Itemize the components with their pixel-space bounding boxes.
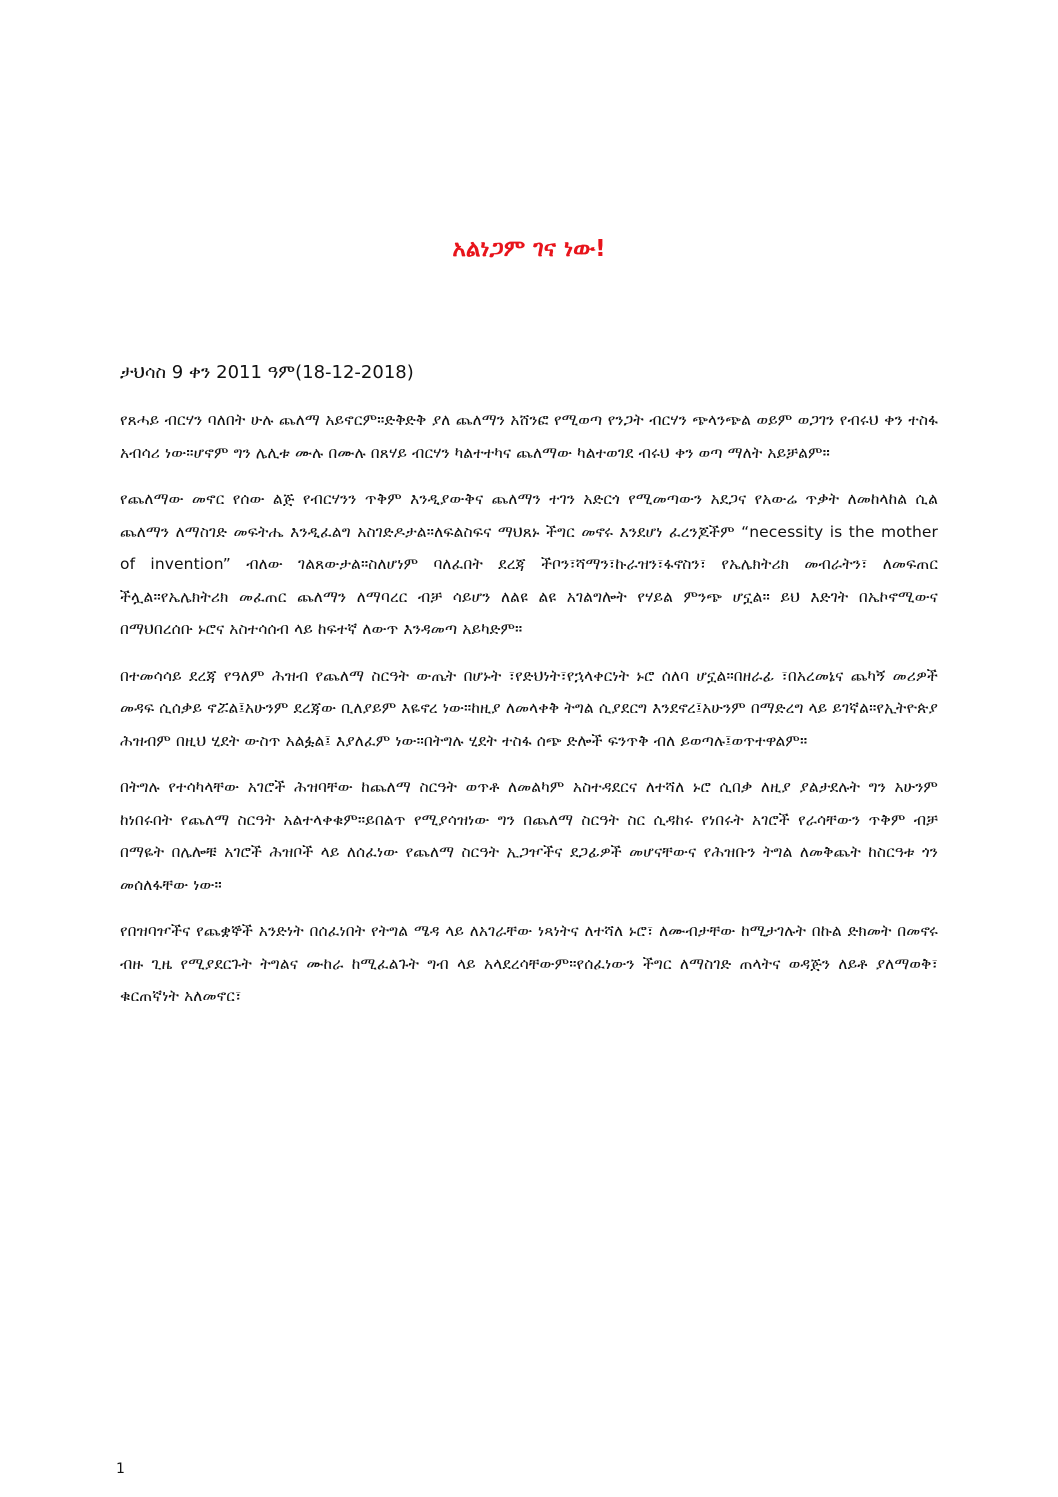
paragraph-4: በትግሉ የተሳካላቸው አገሮች ሕዝባቸው ከጨለማ ስርዓት ወጥቶ ለመልካም አስተዳደርና ለተሻለ ኑሮ ሲበቃ ለዚያ ያልታደሉት ግን አሁንም ከነበሩበት የጨለማ ስርዓት አልተላቀቁም።ይበልጥ የሚያሳዝነው ግን በጨለማ ስርዓት ስር ሲዳከሩ የነበሩት አገሮች የራሳቸውን ጥቅም ብቻ በማዬት በሌሎቹ አገሮች ሕዝቦች ላይ ለሰፈነው የጨለማ ስርዓት ኢጋዦችና ደጋፊዎች መሆናቸውና የሕዝቡን ትግል ለመቅጨት ከስርዓቱ ጎን መሰለፋቸው ነው። xyxy=(120,778,938,894)
paragraph-1: የጸሓይ ብርሃን ባለበት ሁሉ ጨለማ አይኖርም።ድቅድቅ ያለ ጨለማን አሸንፎ የሚወጣ የንጋት ብርሃን ጭላንጭል ወይም ወጋገን የብሩህ ቀን ተስፋ አብሳሪ ነው።ሆኖም ግን ሌሊቱ ሙሉ በሙሉ በጸሃይ ብርሃን ካልተተካና ጨለማው ካልተወገደ ብሩህ ቀን ወጣ ማለት አይቻልም። xyxy=(120,411,938,462)
paragraph-5: የበዝባዦችና የጨቋኞች አንድነት በሰፈነበት የትግል ሜዳ ላይ ለአገራቸው ነጻነትና ለተሻለ ኑሮ፣ ለሙብታቸው ከሚታገሉት በኩል ድክመት በመኖሩ ብዙ ጊዜ የሚያደርጉት ትግልና ሙከራ ከሚፈልጉት ግብ ላይ አላደረሳቸውም።የሰፈነውን ችግር ለማስገድ ጠላትና ወዳጅን ለይቶ ያለማወቅ፣ ቁርጠኛነት አለመኖር፣ xyxy=(120,922,938,1005)
page-number: 1 xyxy=(116,1461,125,1477)
document-date: ታህሳስ 9 ቀን 2011 ዓም(18-12-2018) xyxy=(120,362,414,383)
page-title: አልነጋም ገና ነው! xyxy=(452,236,606,262)
paragraph-3: በተመሳሳይ ደረጃ የዓለም ሕዝብ የጨለማ ስርዓት ውጤት በሆኑት ፣የድህነት፣የኋላቀርነት ኑሮ ሰለባ ሆኗል።በዘራፊ ፣በአረመኔና ጨካኝ መሪዎች መዳፍ ሲሰቃይ ኖሯል፤አሁንም ደረጃው ቢለያይም እዬኖረ ነው።ከዚያ ለመላቀቅ ትግል ሲያደርግ እንደኖረ፤አሁንም በማድረግ ላይ ይገኛል።የኢትዮጵያ ሕዝብም በዚህ ሂደት ውስጥ አልፏል፤ እያለፈም ነው።በትግሉ ሂደት ተስፋ ሰጭ ድሎች ፍንጥቅ ብለ ይወጣሉ፤ወጥተዋልም። xyxy=(120,666,938,750)
document-body xyxy=(120,404,938,1027)
paragraph-2: የጨለማው መኖር የሰው ልጅ የብርሃንን ጥቅም እንዲያውቅና ጨለማን ተገን አድርጎ የሚመጣውን አደጋና የአውሬ ጥቃት ለመከላከል ሲል ጨለማን ለማስገድ መፍትሔ እንዲፈልግ አስገድዶታል።ለፍልስፍና ማህጸኑ ችግር መኖሩ እንደሆነ ፈረንጆችም “necessity is the mother of invention” ብለው ገልጸውታል።ስለሆነም ባለፈበት ደረጃ ችቦን፣ሻማን፣ኩራዝን፣ፋኖስን፣ የኤሌክትሪክ መብራትን፣ ለመፍጠር ችሏል።የኤሌክትሪክ መፈጠር ጨለማን ለማባረር ብቻ ሳይሆን ለልዩ ልዩ አገልግሎት የሃይል ምንጭ ሆኗል። ይህ እድገት በኤኮኖሚውና በማህበረሰቡ ኑሮና አስተሳሰብ ላይ ከፍተኛ ለውጥ እንዳመጣ አይካድም። xyxy=(120,490,938,638)
